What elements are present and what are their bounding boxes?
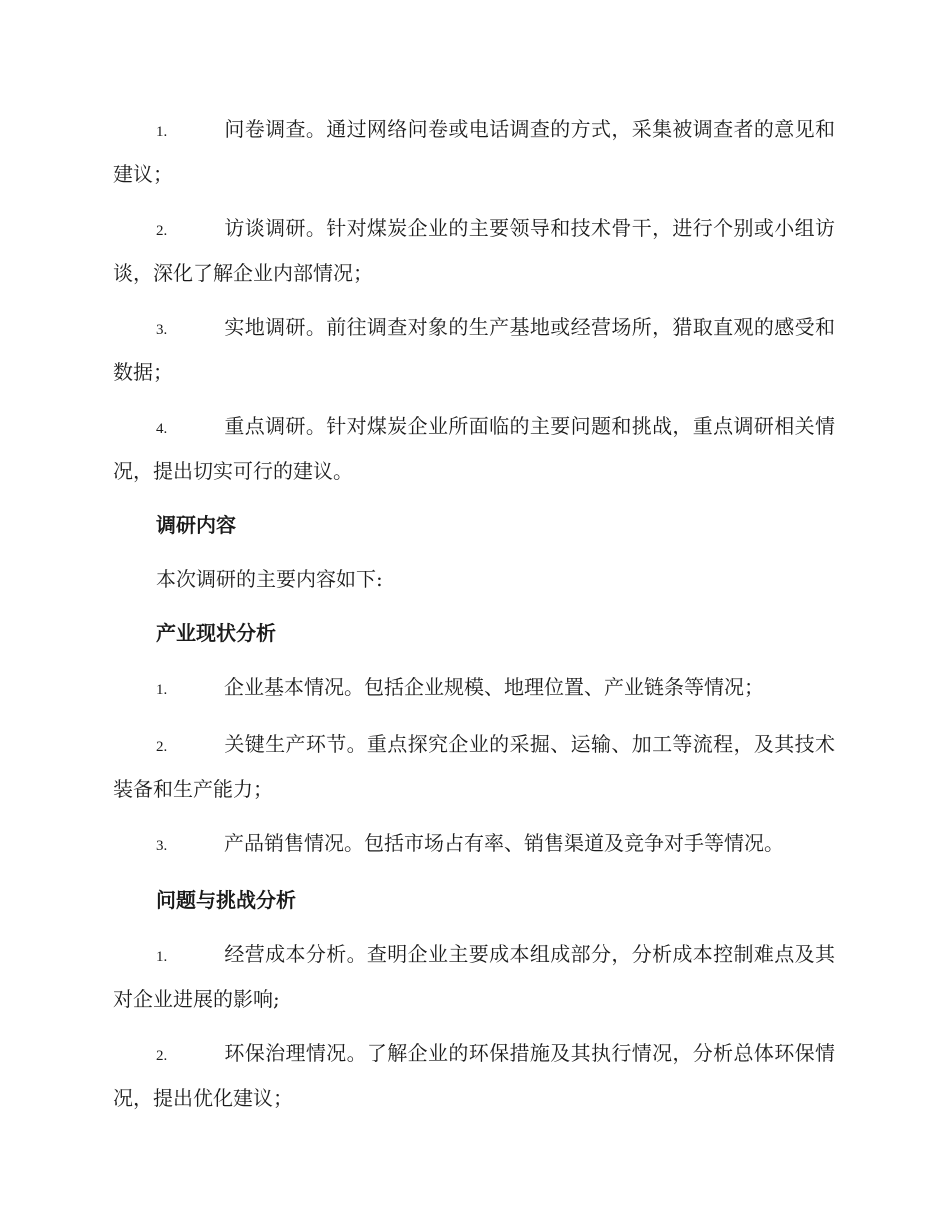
list-text: 企业基本情况。包括企业规模、地理位置、产业链条等情况；	[224, 675, 764, 699]
section-heading-research-content: 调研内容	[156, 513, 236, 537]
list-item-cost-analysis	[113, 933, 835, 1020]
list-number: 4.	[156, 421, 168, 437]
section-heading-industry-status: 产业现状分析	[156, 621, 276, 645]
list-item-questionnaire	[113, 108, 835, 195]
list-number: 1.	[156, 949, 168, 965]
list-number: 2.	[156, 739, 168, 755]
document-body	[113, 108, 835, 1131]
list-number: 1.	[156, 682, 168, 698]
list-text: 访谈调研。针对煤炭企业的主要领导和技术骨干，进行个别或小组访谈，深化了解企业内部情况；	[113, 216, 835, 285]
list-item-environment	[113, 1032, 835, 1119]
list-number: 3.	[156, 322, 168, 338]
list-text: 经营成本分析。查明企业主要成本组成部分，分析成本控制难点及其对企业进展的影响;	[113, 942, 835, 1011]
list-item-sales	[113, 822, 835, 867]
list-text: 环保治理情况。了解企业的环保措施及其执行情况，分析总体环保情况，提出优化建议；	[113, 1041, 835, 1110]
list-text: 关键生产环节。重点探究企业的采掘、运输、加工等流程，及其技术装备和生产能力；	[113, 732, 835, 801]
list-item-basic-info	[113, 666, 835, 711]
list-number: 1.	[156, 124, 168, 140]
list-number: 2.	[156, 1048, 168, 1064]
list-text: 实地调研。前往调查对象的生产基地或经营场所，猎取直观的感受和数据；	[113, 315, 835, 384]
intro-text: 本次调研的主要内容如下:	[156, 567, 383, 591]
list-item-field-research	[113, 306, 835, 393]
list-number: 2.	[156, 223, 168, 239]
list-number: 3.	[156, 838, 168, 854]
list-text: 产品销售情况。包括市场占有率、销售渠道及竞争对手等情况。	[224, 831, 784, 855]
list-text: 问卷调查。通过网络问卷或电话调查的方式，采集被调查者的意见和建议；	[113, 117, 835, 186]
section-heading-problems: 问题与挑战分析	[156, 888, 296, 912]
list-item-key-research	[113, 405, 835, 492]
list-item-interview	[113, 207, 835, 294]
list-item-production	[113, 723, 835, 810]
list-text: 重点调研。针对煤炭企业所面临的主要问题和挑战，重点调研相关情况，提出切实可行的建议。	[113, 414, 835, 483]
